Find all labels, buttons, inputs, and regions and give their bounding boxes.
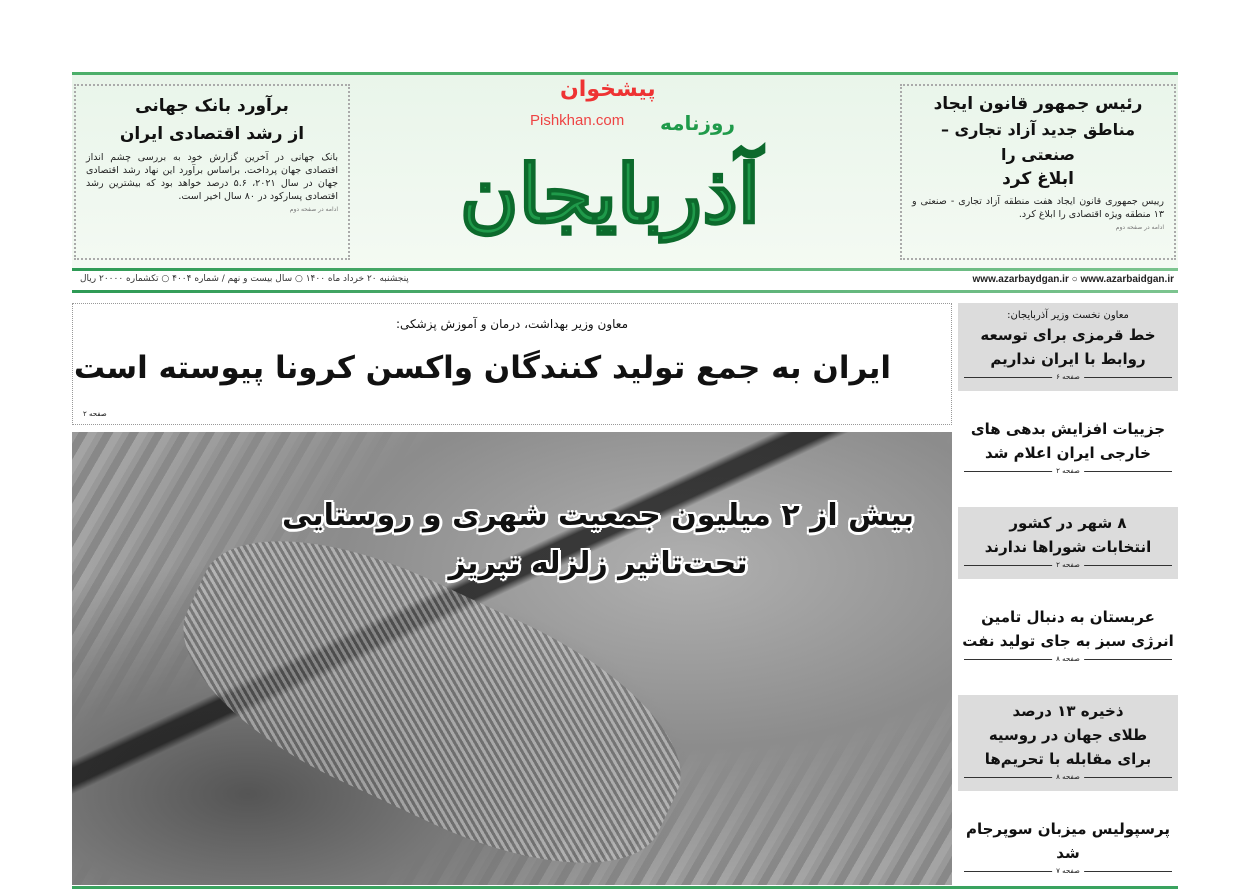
watermark-text: پیشخوان [560,77,656,102]
sidebar-story[interactable] [958,601,1178,673]
page-ref-rule [964,373,1172,383]
website-links[interactable]: www.azarbaydgan.ir ○ www.azarbaidgan.ir [972,274,1174,285]
lead-story[interactable] [72,303,952,425]
story-headline: ذخیره ۱۳ درصد [1012,702,1124,720]
photo-headline [282,492,914,588]
story-headline: خارجی ایران اعلام شد [985,444,1151,462]
page-ref: صفحه ۲ [1052,560,1084,570]
story-headline: ۸ شهر در کشور [1009,514,1127,532]
page-ref-rule [964,561,1172,571]
sidebar-story[interactable] [958,695,1178,791]
sidebar-story[interactable] [958,413,1178,485]
story-headline: انرژی سبز به جای تولید نفت [962,632,1174,650]
left-teaser-title: از رشد اقتصادی ایران [119,124,305,144]
left-teaser-body: بانک جهانی در آخرین گزارش خود به بررسی چشم انداز اقتصادی جهان پرداخت. براساس برآورد این نهاد رشد اقتصادی جهان در سال ۲۰۲۱، ۵.۶ درصد خواهد بود که بیشترین رشد اقتصادی پسارکود در ۸۰ سال اخیر است. [86,152,339,202]
sidebar-story[interactable] [958,813,1178,885]
page-ref: صفحه ۲ [83,410,107,418]
lead-kicker: معاون وزیر بهداشت، درمان و آموزش پزشکی: [395,317,629,331]
right-teaser-title: مناطق جدید آزاد تجاری – صنعتی را [940,120,1136,164]
page-ref: صفحه ۷ [1052,866,1084,876]
sidebar-news [958,303,1178,885]
story-headline: پرسپولیس میزبان سوپرجام شد [965,820,1170,862]
story-headline: برای مقابله با تحریم‌ها [984,750,1152,768]
lead-headline: ایران به جمع تولید کنندگان واکسن کرونا پیوسته است [73,350,891,386]
divider [72,886,1178,889]
story-headline: خط قرمزی برای توسعه [980,326,1156,344]
page-ref-rule [964,467,1172,477]
sidebar-story[interactable] [958,303,1178,391]
story-headline: طلای جهان در روسیه [988,726,1148,744]
right-teaser-box[interactable] [900,84,1176,260]
divider [72,268,1178,271]
continued-note: ادامه در صفحه دوم [289,206,338,213]
divider [72,290,1178,293]
story-headline: روابط با ایران نداریم [990,350,1146,368]
photo-headline-line: بیش از ۲ میلیون جمعیت شهری و روستایی [282,498,914,533]
page-ref: صفحه ۲ [1052,466,1084,476]
right-teaser-body: رییس جمهوری قانون ایجاد هفت منطقه آزاد تجاری - صنعتی و ۱۳ منطقه ویژه اقتصادی را ابلاغ کرد. [912,196,1164,220]
logo-subtitle: روزنامه [660,111,735,135]
story-kicker: معاون نخست وزیر آذربایجان: [1007,310,1129,321]
page-ref: صفحه ۸ [1052,654,1084,664]
continued-note: ادامه در صفحه دوم [1115,224,1164,231]
left-teaser-title: برآورد بانک جهانی [135,96,289,116]
watermark-url: Pishkhan.com [530,112,625,129]
dateline: پنجشنبه ۲۰ خرداد ماه ۱۴۰۰ ○ سال بیست و نهم / شماره ۴۰۰۴ ○ تکشماره ۲۰۰۰۰ ریال [80,274,409,284]
left-teaser-box[interactable] [74,84,350,260]
right-teaser-title: ابلاغ کرد [1002,169,1074,189]
page-ref-rule [964,655,1172,665]
sidebar-story[interactable] [958,507,1178,579]
right-teaser-title: رئیس جمهور قانون ایجاد [933,94,1143,114]
story-headline: عربستان به دنبال تامین [981,608,1155,626]
story-headline: جزییات افزایش بدهی های [970,420,1166,438]
page-ref: صفحه ۸ [1052,772,1084,782]
logo-title: آذربایجان [459,147,761,241]
page-ref-rule [964,773,1172,783]
photo-headline-line: تحت‌تاثیر زلزله تبریز [448,546,748,581]
page-ref-rule [964,867,1172,877]
aerial-photo[interactable] [72,432,952,885]
story-headline: انتخابات شوراها ندارند [984,538,1152,556]
page-ref: صفحه ۶ [1052,372,1084,382]
